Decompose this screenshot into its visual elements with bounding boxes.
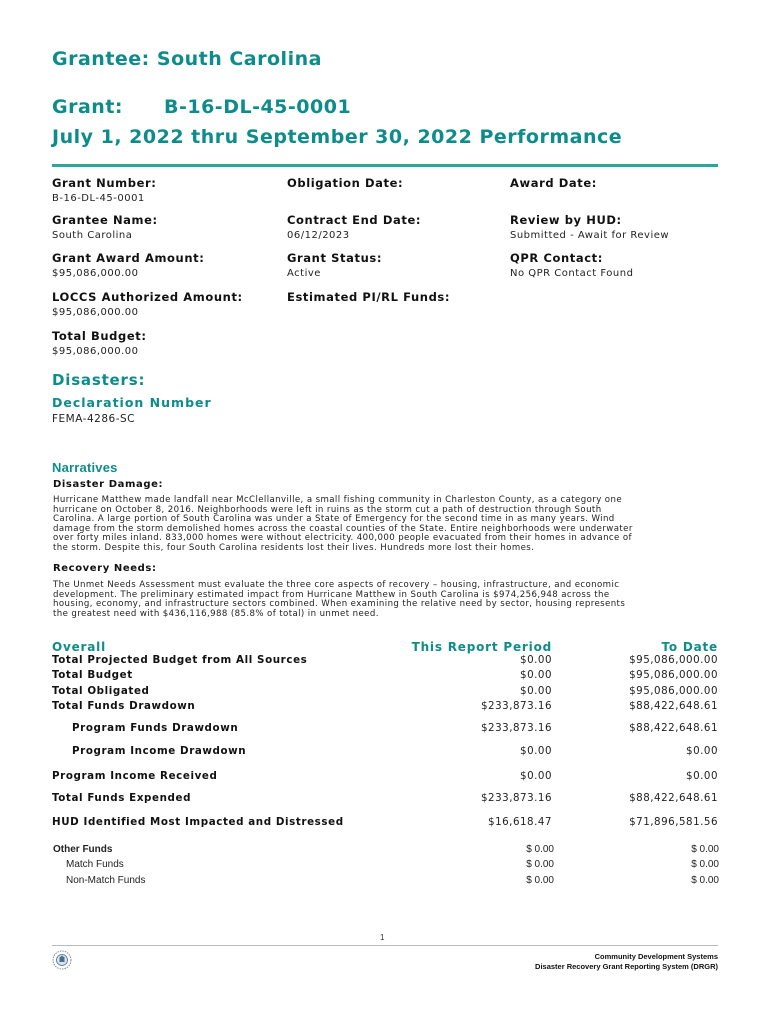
other-funds-to-date-value: $ 0.00 — [691, 844, 719, 855]
para-line: the storm. Despite this, four South Carolina residents lost their lives. Hundreds more lost their homes. — [53, 542, 535, 553]
grant-number-label: Grant Number: — [52, 176, 157, 190]
row-to-date-value: $95,086,000.00 — [629, 654, 718, 666]
para-line: Carolina. A large portion of South Carolina was under a State of Emergency for the second time in as many years. Wind — [53, 514, 615, 525]
grantee-name-value: South Carolina — [52, 230, 133, 241]
row-period-value: $0.00 — [520, 685, 552, 697]
page-number: 1 — [380, 933, 385, 942]
other-funds-period-value: $ 0.00 — [526, 844, 554, 855]
review-by-hud-label: Review by HUD: — [510, 213, 622, 227]
para-line: development. The preliminary estimated impact from Hurricane Matthew in South Carolina is $974,256,948 across the — [53, 589, 610, 600]
footer-line-1: Community Development Systems — [594, 952, 718, 961]
row-period-value: $0.00 — [520, 654, 552, 666]
overall-column-header: Overall — [52, 640, 107, 654]
para-line: The Unmet Needs Assessment must evaluate the three core aspects of recovery – housing, infrastructure, and economic — [53, 580, 620, 590]
row-period-value: $0.00 — [520, 745, 552, 757]
declaration-number-value: FEMA-4286-SC — [52, 413, 135, 425]
disasters-heading: Disasters: — [52, 371, 146, 389]
row-to-date-value: $71,896,581.56 — [629, 816, 718, 828]
grant-number-value: B-16-DL-45-0001 — [52, 193, 145, 204]
grant-number-heading: B-16-DL-45-0001 — [164, 96, 352, 118]
row-period-value: $0.00 — [520, 770, 552, 782]
contract-end-date-label: Contract End Date: — [287, 213, 422, 227]
grant-award-amount-value: $95,086,000.00 — [52, 268, 139, 279]
row-period-value: $0.00 — [520, 669, 552, 681]
estimated-pirl-funds-label: Estimated PI/RL Funds: — [287, 290, 451, 304]
total-budget-value: $95,086,000.00 — [52, 346, 139, 357]
contract-end-date-value: 06/12/2023 — [287, 230, 350, 241]
row-to-date-value: $88,422,648.61 — [629, 792, 718, 804]
match-funds-label: Match Funds — [66, 859, 124, 870]
footer-divider — [52, 945, 718, 946]
hud-seal-icon — [52, 950, 72, 970]
disaster-damage-label: Disaster Damage: — [53, 479, 164, 490]
qpr-contact-label: QPR Contact: — [510, 251, 603, 265]
row-label: Total Projected Budget from All Sources — [52, 654, 308, 666]
footer-line-2: Disaster Recovery Grant Reporting System (DRGR) — [535, 962, 718, 971]
row-label: Total Obligated — [52, 685, 150, 697]
declaration-number-label: Declaration Number — [52, 395, 212, 410]
other-funds-heading: Other Funds — [53, 844, 113, 855]
row-period-value: $233,873.16 — [480, 700, 552, 712]
row-label: HUD Identified Most Impacted and Distressed — [52, 816, 344, 828]
row-period-value: $233,873.16 — [480, 722, 552, 734]
row-label: Total Budget — [52, 669, 133, 681]
row-to-date-value: $88,422,648.61 — [629, 700, 718, 712]
non-match-funds-to-date-value: $ 0.00 — [691, 875, 719, 886]
row-period-value: $16,618.47 — [488, 816, 552, 828]
recovery-needs-text — [53, 581, 703, 619]
non-match-funds-period-value: $ 0.00 — [526, 875, 554, 886]
row-label: Total Funds Expended — [52, 792, 192, 804]
award-date-label: Award Date: — [510, 176, 597, 190]
disaster-damage-text — [53, 496, 703, 554]
header-divider — [52, 164, 718, 167]
para-line: damage from the storm demolished homes across the coastal counties of the State. Entire neighborhoods were underwater — [53, 523, 633, 534]
grant-award-amount-label: Grant Award Amount: — [52, 251, 205, 265]
row-to-date-value: $88,422,648.61 — [629, 722, 718, 734]
performance-period: July 1, 2022 thru September 30, 2022 Performance — [52, 126, 623, 148]
recovery-needs-label: Recovery Needs: — [53, 563, 157, 574]
row-to-date-value: $95,086,000.00 — [629, 685, 718, 697]
this-report-period-column-header: This Report Period — [411, 640, 552, 654]
total-budget-label: Total Budget: — [52, 329, 147, 343]
row-to-date-value: $0.00 — [686, 745, 718, 757]
to-date-column-header: To Date — [661, 640, 718, 654]
row-label: Program Income Received — [52, 770, 218, 782]
match-funds-to-date-value: $ 0.00 — [691, 859, 719, 870]
grant-status-value: Active — [287, 268, 321, 279]
obligation-date-label: Obligation Date: — [287, 176, 404, 190]
grant-prefix: Grant: — [52, 96, 123, 118]
para-line: over forty miles inland. 833,000 homes were without electricity. 400,000 people evacuated from their homes in advance of — [53, 533, 632, 544]
loccs-authorized-amount-label: LOCCS Authorized Amount: — [52, 290, 243, 304]
grantee-title: Grantee: South Carolina — [52, 48, 322, 70]
review-by-hud-value: Submitted - Await for Review — [510, 230, 670, 241]
loccs-authorized-amount-value: $95,086,000.00 — [52, 307, 139, 318]
row-period-value: $233,873.16 — [480, 792, 552, 804]
match-funds-period-value: $ 0.00 — [526, 859, 554, 870]
qpr-contact-value: No QPR Contact Found — [510, 268, 634, 279]
row-label: Total Funds Drawdown — [52, 700, 196, 712]
para-line: Hurricane Matthew made landfall near McClellanville, a small fishing community in Charleston County, as a category one — [53, 495, 623, 505]
row-to-date-value: $95,086,000.00 — [629, 669, 718, 681]
para-line: housing, economy, and infrastructure sectors combined. When examining the relative need by sector, housing represents — [53, 599, 626, 610]
grantee-name-label: Grantee Name: — [52, 213, 158, 227]
row-label: Program Funds Drawdown — [72, 722, 239, 734]
row-to-date-value: $0.00 — [686, 770, 718, 782]
grant-status-label: Grant Status: — [287, 251, 383, 265]
row-label: Program Income Drawdown — [72, 745, 247, 757]
para-line: the greatest need with $436,116,988 (85.8% of total) in unmet need. — [53, 608, 379, 619]
non-match-funds-label: Non-Match Funds — [66, 875, 146, 886]
narratives-heading: Narratives — [52, 460, 118, 475]
para-line: hurricane on October 8, 2016. Neighborhoods were left in ruins as the storm cut a path of destruction through South — [53, 504, 602, 515]
